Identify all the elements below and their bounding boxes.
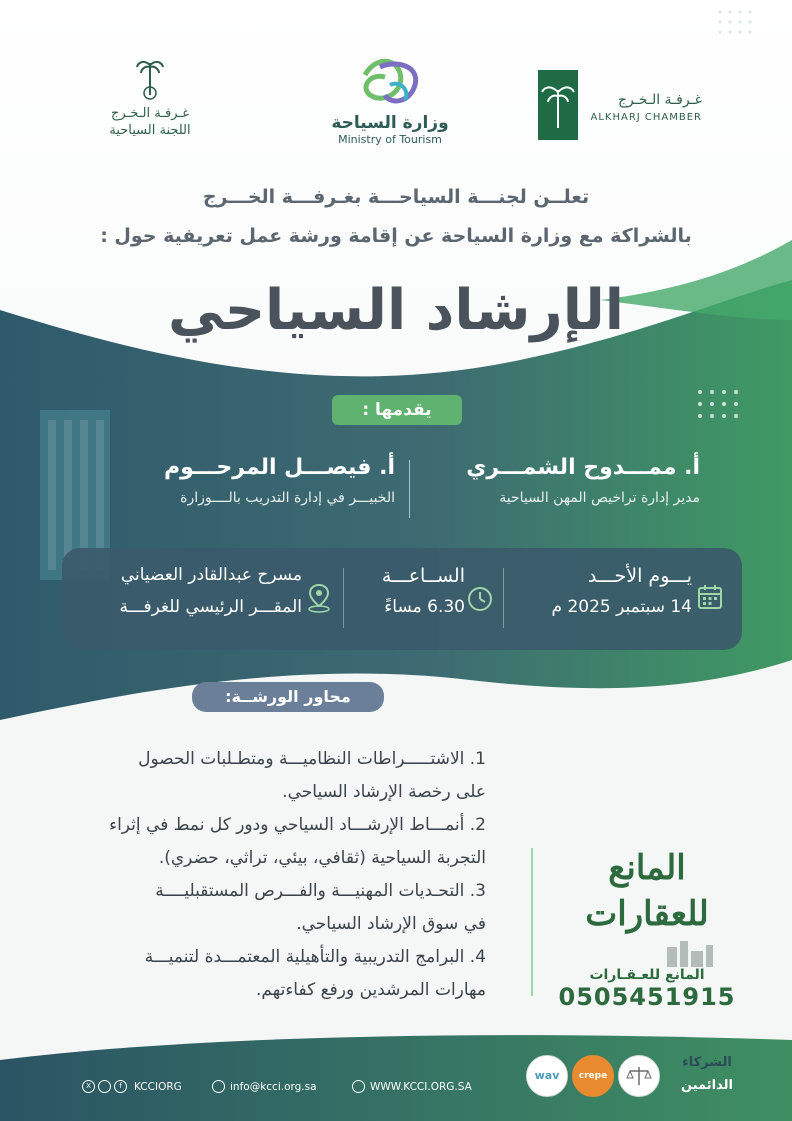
sponsor-subtitle: المانع للعـقـارات xyxy=(589,967,705,983)
ministry-logo-en: Ministry of Tourism xyxy=(338,133,442,146)
event-day xyxy=(512,565,692,617)
topic-4-line2: مهارات المرشدين ورفع كفاءتهم. xyxy=(256,980,486,1000)
event-venue-line1: مسرح عبدالقادر العضياني xyxy=(120,565,302,585)
topic-3-line1: 3. التحـديات المهنيـــة والفـــرص المستقبليــــة xyxy=(155,881,486,901)
topic-1-line2: على رخصة الإرشاد السياحي. xyxy=(282,782,486,802)
chamber-logo-en: ALKHARJ CHAMBER xyxy=(590,112,702,123)
info-divider-1 xyxy=(503,568,504,628)
page-title: الإرشاد السياحي xyxy=(168,278,624,343)
presenter-1-role: مدير إدارة تراخيص المهن السياحية xyxy=(499,490,700,506)
chamber-logo xyxy=(538,70,708,140)
footer-email-text: info@kcci.org.sa xyxy=(230,1080,317,1093)
presenters-divider xyxy=(409,460,410,518)
sponsor-logo-name: المانع للعقارات xyxy=(585,848,709,934)
globe-icon xyxy=(352,1080,365,1093)
sponsor-divider xyxy=(531,848,533,996)
clock-icon xyxy=(466,585,494,613)
presenter-2 xyxy=(100,455,395,506)
committee-logo-line2: اللجنة السياحية xyxy=(109,123,191,138)
event-time-value: 6.30 مساءً xyxy=(384,597,465,617)
palm-emblem-icon xyxy=(135,55,165,105)
sponsor-block xyxy=(552,845,742,1011)
footer-website[interactable] xyxy=(352,1080,472,1093)
chamber-emblem-icon xyxy=(538,70,578,140)
topic-2-line1: 2. أنمـــاط الإرشـــاد السياحي ودور كل نمط في إثراء xyxy=(109,815,486,835)
email-icon xyxy=(212,1080,225,1093)
footer-email[interactable] xyxy=(212,1080,317,1093)
x-social-icon[interactable]: X xyxy=(82,1080,95,1093)
topic-1-line1: 1. الاشتـــــراطات النظاميـــة ومتطـلبات الحصول xyxy=(138,749,486,769)
skyline-icon xyxy=(552,937,742,967)
footer-social-handle: KCCIORG xyxy=(134,1080,182,1093)
event-venue xyxy=(70,565,302,617)
topic-3-line2: في سوق الإرشاد السياحي. xyxy=(296,914,486,934)
topics-label: محاور الورشــة: xyxy=(192,682,384,712)
event-time-label: الســاعـــة xyxy=(381,565,465,587)
chamber-logo-ar: غـرفـة الـخـرج xyxy=(617,92,702,108)
sponsor-phone: 0505451915 xyxy=(558,983,736,1011)
presenters-label: يقدمها : xyxy=(332,395,462,425)
presenter-2-name: أ. فيصـــل المرحـــوم xyxy=(163,455,395,480)
footer-social[interactable] xyxy=(82,1080,182,1093)
instagram-icon[interactable] xyxy=(98,1080,111,1093)
ministry-logo-ar: وزارة السياحة xyxy=(331,113,449,133)
topic-4-line1: 4. البرامج التدريبية والتأهيلية المعتمـــدة لتنميـــة xyxy=(144,947,486,967)
event-time xyxy=(350,565,465,617)
committee-logo-line1: غـرفـة الـخـرج xyxy=(110,106,190,121)
event-date: 14 سبتمبر 2025 م xyxy=(551,597,692,617)
ministry-logo xyxy=(320,55,460,146)
calendar-icon xyxy=(697,583,723,611)
partners-label xyxy=(672,1055,742,1093)
footer-website-text: WWW.KCCI.ORG.SA xyxy=(370,1080,472,1093)
event-venue-line2: المقـــر الرئيسي للغرفـــة xyxy=(119,597,302,617)
partner-logo-scale-icon xyxy=(618,1055,660,1097)
partner-logo-crepe: crepe xyxy=(572,1055,614,1097)
ministry-emblem-icon xyxy=(350,55,430,113)
presenter-2-role: الخبيـــر في إدارة التدريب بالــــوزارة xyxy=(180,490,395,506)
event-day-label: يـــوم الأحـــد xyxy=(587,565,692,587)
presenter-1 xyxy=(425,455,700,506)
intro-line-1: تعلــن لجنـــة السياحـــة بغـرفـــة الخـــرج xyxy=(202,186,590,208)
location-pin-icon xyxy=(305,582,333,614)
partners-label-2: الدائمين xyxy=(681,1078,733,1093)
partner-logo-wav: wav xyxy=(526,1055,568,1097)
topics-list xyxy=(40,743,486,1007)
partners-label-1: الشركاء xyxy=(682,1055,732,1070)
info-divider-2 xyxy=(343,568,344,628)
presenter-1-name: أ. ممـــدوح الشمـــري xyxy=(466,455,700,480)
intro-line-2: بالشراكة مع وزارة السياحة عن إقامة ورشة عمل تعريفية حول : xyxy=(100,225,692,247)
committee-logo xyxy=(100,55,200,139)
topic-2-line2: التجربة السياحية (ثقافي، بيئي، تراثي، حضري). xyxy=(158,848,486,868)
facebook-icon[interactable]: f xyxy=(114,1080,127,1093)
